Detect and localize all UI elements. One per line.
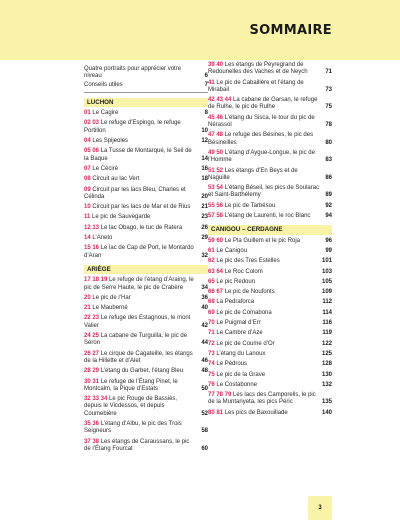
entry-title: Circuit par les lacs de Mar et de Rius [92, 204, 191, 211]
entry-title: Conseils utiles [84, 81, 123, 88]
toc-entry [84, 82, 208, 89]
toc-entry [84, 187, 208, 202]
entry-title: Le Cambre d’Aze [216, 330, 263, 337]
route-number: 01 [84, 110, 91, 117]
entry-title: Le pic Redoun [216, 278, 256, 285]
route-number: 10 [84, 204, 91, 211]
toc-entry [84, 138, 208, 145]
route-number: 21 [84, 305, 91, 312]
entry-title: Le pic de Noufonts [224, 289, 275, 296]
entry-title: La cabane de Garsan, le refuge de Rulhe, le pic de Rulhe [208, 97, 318, 111]
route-number: 74 [208, 361, 215, 368]
right-top-list [208, 62, 332, 220]
route-number: 22 23 [84, 315, 100, 322]
page-ref: 130 [321, 371, 332, 378]
route-number: 11 [84, 214, 91, 221]
toc-entry [84, 214, 208, 221]
toc-entry [208, 150, 332, 165]
page-ref: 140 [321, 409, 332, 416]
page-ref: 94 [325, 213, 332, 220]
toc-section [84, 98, 208, 260]
route-number: 05 06 [84, 148, 100, 155]
page-ref: 135 [321, 399, 332, 406]
page-ref: 92 [325, 202, 332, 209]
toc-entry [84, 166, 208, 173]
entry-title: Circuit par les lacs Bleu, Charles et Célinda [84, 186, 186, 200]
toc-entry [84, 110, 208, 117]
entry-title: Le pic de Cabaillère et l’étang de Mirabail [208, 79, 304, 93]
route-number: 12 13 [84, 224, 100, 231]
route-number: 42 43 44 [208, 97, 232, 104]
right-sections [208, 225, 332, 417]
entry-title: Le pic de Tarbésou [224, 202, 276, 209]
toc-entry [208, 299, 332, 306]
divider [84, 92, 208, 93]
section-heading: CANIGOU – CERDAGNE [208, 225, 332, 234]
toc-entry [208, 248, 332, 255]
toc-column-left [84, 62, 208, 456]
page-ref: 83 [325, 157, 332, 164]
page-ref: 109 [321, 289, 332, 296]
entry-title: Le pic Rouge de Bassiès, depuis le Vicdessos, et depuis Coumebière [84, 396, 178, 417]
entry-title: Le cirque de Cagateille, les étangs de la Hillette et d’Alet [84, 350, 193, 364]
page-ref: 48 [201, 368, 208, 375]
route-number: 39 40 [208, 62, 224, 68]
route-number: 24 25 [84, 333, 100, 340]
page-ref: 46 [201, 357, 208, 364]
page-ref: 42 [201, 322, 208, 329]
route-number: 15 16 [84, 245, 100, 252]
toc-entry [208, 97, 332, 112]
page-ref: 21 [201, 204, 208, 211]
entry-title: L’étang du Garbet, l’étang Bleu [100, 368, 184, 375]
page-ref: 14 [201, 155, 208, 162]
page-ref: 89 [325, 192, 332, 199]
page-ref: 80 [325, 139, 332, 146]
page-ref: 16 [201, 165, 208, 172]
entry-title: Le Puigmal d’Err [216, 320, 261, 327]
toc-entry [84, 295, 208, 302]
toc-section [208, 225, 332, 417]
entry-title: Le Canigou [216, 247, 248, 254]
route-number: 28 29 [84, 368, 100, 375]
toc-entry [84, 396, 208, 418]
route-number: 59 60 [208, 237, 224, 244]
entry-title: Le Mauberné [92, 305, 128, 312]
page-ref: 103 [321, 268, 332, 275]
entry-title: Le pic de Comabona [216, 309, 272, 316]
route-number: 14 [84, 235, 91, 242]
entry-title: Le Pédrous [216, 361, 248, 368]
page-ref: 36 [201, 294, 208, 301]
entry-title: Le Roc Colom [224, 268, 263, 275]
toc-entry [208, 351, 332, 358]
entry-title: Le pic de la Grave [216, 371, 266, 378]
route-number: 69 [208, 309, 215, 316]
route-number: 68 [208, 299, 215, 306]
left-sections [84, 98, 208, 453]
page-ref: 86 [325, 174, 332, 181]
page-ref: 114 [322, 309, 332, 316]
toc-entry [84, 368, 208, 375]
entry-title: L’étang du Lanoux [216, 350, 266, 357]
toc-entry [84, 176, 208, 183]
page-ref: 44 [201, 340, 208, 347]
toc-entry [208, 62, 332, 77]
page-ref: 60 [201, 445, 208, 452]
route-number: 77 78 79 [208, 392, 232, 399]
entry-title: Le refuge des Estagnous, le mont Valier [84, 315, 191, 329]
toc-entry [208, 168, 332, 183]
route-number: 71 [208, 330, 215, 337]
entry-title: Le refuge de l’Étang Pinet, le Montcalm, la Pique d’Estats [84, 378, 178, 392]
route-number: 08 [84, 176, 91, 183]
entry-title: Les Spijeoles [92, 138, 129, 145]
toc-entry [208, 341, 332, 348]
page-ref: 34 [201, 284, 208, 291]
entry-title: L’étang Béseil, les pics de Soularac et Saint-Barthélemy [208, 185, 320, 199]
toc-entry [84, 245, 208, 260]
route-number: 57 58 [208, 213, 224, 220]
entry-title: La cabane de Turguilla, le pic de Séron [84, 333, 188, 347]
intro-list [84, 66, 208, 93]
entry-title: Le Céciré [92, 165, 119, 172]
toc-entry [208, 132, 332, 147]
entry-title: Le refuge d’Espingo, le refuge Portillon [84, 120, 181, 134]
entry-title: La Tusse de Montarqué, le Seil de la Baque [84, 148, 192, 162]
route-number: 07 [84, 165, 91, 172]
entry-title: Le Pla Guillem et le pic Roja [224, 237, 301, 244]
header-band [0, 0, 400, 60]
route-number: 20 [84, 294, 91, 301]
entry-title: Les étangs d’En Beys et de Naguille [208, 167, 298, 181]
page-ref: 40 [201, 305, 208, 312]
section-heading: ARIÈGE [84, 265, 208, 274]
entry-title: Le Costabonne [216, 381, 258, 388]
toc-entry [208, 80, 332, 95]
page-ref: 32 [201, 252, 208, 259]
toc-entry [84, 120, 208, 135]
page-ref: 52 [201, 410, 208, 417]
page-ref: 18 [201, 176, 208, 183]
route-number: 04 [84, 138, 91, 145]
toc-entry [208, 310, 332, 317]
entry-title: Circuit au lac Vert [92, 176, 140, 183]
toc-entry [84, 379, 208, 394]
toc-entry [84, 421, 208, 436]
entry-title: Le pic de Sauvegarde [92, 214, 151, 221]
route-number: 02 03 [84, 120, 100, 127]
route-number: 26 27 [84, 350, 100, 357]
route-number: 66 67 [208, 289, 224, 296]
page-ref: 101 [321, 258, 332, 265]
toc-entry [84, 148, 208, 163]
page-ref: 116 [322, 320, 332, 327]
page-ref: 8 [204, 110, 208, 117]
entry-title: L’étang de Laurenti, le roc Blanc [224, 213, 311, 220]
toc-entry [84, 277, 208, 292]
page-ref: 29 [201, 235, 208, 242]
entry-title: L’étang d’Albu, le pic des Trois Seigneurs [84, 420, 182, 435]
toc-entry [84, 439, 208, 454]
page-ref: 12 [201, 138, 208, 145]
route-number: 55 56 [208, 202, 224, 209]
route-number: 35 36 [84, 420, 100, 427]
route-number: 30 31 [84, 378, 100, 385]
toc-entry [208, 330, 332, 337]
toc-section [84, 265, 208, 453]
route-number: 41 [208, 79, 215, 86]
route-number: 72 [208, 340, 215, 347]
page-ref: 122 [321, 340, 332, 347]
section-heading: LUCHON [84, 98, 208, 107]
page-ref: 7 [204, 81, 208, 88]
page-ref: 71 [325, 69, 332, 76]
route-number: 51 52 [208, 167, 224, 174]
entry-title: Les lacs des Camporells, le pic de la Muntanyeta, les pics Péric [208, 392, 316, 406]
page-ref: 23 [201, 214, 208, 221]
entry-title: Les étangs de Peyregrand de Redounelles des Vaches et de Neych [208, 62, 308, 76]
page-ref: 78 [325, 122, 332, 129]
page-ref: 105 [321, 278, 332, 285]
entry-title: L’Aneto [92, 235, 113, 242]
page-ref: 96 [325, 237, 332, 244]
entry-title: Le refuge de l’étang d’Araing, le pic de Serre Haute, le pic de Crabère [84, 277, 194, 291]
page-ref: 99 [325, 247, 332, 254]
entry-title: La Pedraforca [216, 299, 255, 306]
page-ref: 128 [321, 361, 332, 368]
route-number: 49 50 [208, 149, 224, 156]
route-number: 80 81 [208, 409, 224, 416]
page-ref: 6 [204, 73, 208, 80]
toc-entry [208, 410, 332, 417]
route-number: 17 18 19 [84, 277, 108, 284]
entry-title: L’étang du Sisca, le tour du pic de Nérassol [208, 114, 315, 129]
page-ref: 20 [201, 193, 208, 200]
page-title: SOMMAIRE [249, 23, 332, 38]
route-number: 47 48 [208, 132, 224, 139]
entry-title: Le pic de Coume d’Or [216, 340, 275, 347]
route-number: 32 33 34 [84, 396, 108, 403]
route-number: 45 46 [208, 114, 224, 121]
route-number: 53 54 [208, 185, 224, 192]
entry-title: Le Cagire [92, 110, 119, 117]
page-ref: 26 [201, 224, 208, 231]
toc-entry [208, 203, 332, 210]
page-ref: 75 [325, 104, 332, 111]
entry-title: Le pic des Tres Estelles [216, 258, 280, 265]
toc-entry [208, 269, 332, 276]
toc-entry [208, 392, 332, 407]
toc-entry [208, 289, 332, 296]
route-number: 75 [208, 371, 215, 378]
toc-entry [208, 279, 332, 286]
entry-title: Les étangs de Caraussans, le pic de l’Étang Fourcat [84, 438, 190, 452]
route-number: 37 38 [84, 438, 100, 445]
route-number: 76 [208, 381, 215, 388]
toc-entry [84, 315, 208, 330]
route-number: 62 [208, 258, 215, 265]
page-ref: 58 [201, 428, 208, 435]
route-number: 63 64 [208, 268, 224, 275]
page-ref: 50 [201, 385, 208, 392]
route-number: 73 [208, 350, 215, 357]
toc-entry [84, 66, 208, 81]
toc-entry [208, 361, 332, 368]
toc-entry [208, 185, 332, 200]
toc-entry [208, 372, 332, 379]
page-ref: 125 [321, 350, 332, 357]
entry-title: Le refuge des Bésines, le pic des Bésineilles [208, 132, 314, 146]
entry-title: L’étang d’Aygue-Longue, le pic de l’Homme [208, 149, 315, 164]
entry-title: Le lac de Cap de Port, le Montardo d’Aran [84, 245, 194, 259]
toc-entry [208, 320, 332, 327]
entry-title: Le lac Obago, le tuc de Ratera [100, 224, 183, 231]
page-ref: 10 [201, 127, 208, 134]
page-ref: 73 [325, 86, 332, 93]
toc-entry [84, 225, 208, 232]
route-number: 61 [208, 247, 215, 254]
route-number: 70 [208, 320, 215, 327]
page-ref: 119 [322, 330, 332, 337]
toc-entry [208, 238, 332, 245]
page-ref: 132 [321, 381, 332, 388]
toc-entry [84, 204, 208, 211]
toc-entry [84, 351, 208, 366]
entry-title: Les pics de Baxouillade [224, 409, 288, 416]
route-number: 09 [84, 186, 91, 193]
page-number-badge: 3 [308, 496, 332, 520]
route-number: 65 [208, 278, 215, 285]
toc-entry [208, 213, 332, 220]
entry-title: Quatre portraits pour apprécier votre niveau [84, 66, 182, 80]
toc-column-right [208, 62, 332, 420]
toc-entry [84, 333, 208, 348]
page-ref: 112 [322, 299, 332, 306]
toc-entry [84, 305, 208, 312]
toc-entry [208, 258, 332, 265]
toc-entry [84, 235, 208, 242]
toc-entry [208, 115, 332, 130]
entry-title: Le pic de l’Har [92, 294, 131, 301]
toc-entry [208, 382, 332, 389]
